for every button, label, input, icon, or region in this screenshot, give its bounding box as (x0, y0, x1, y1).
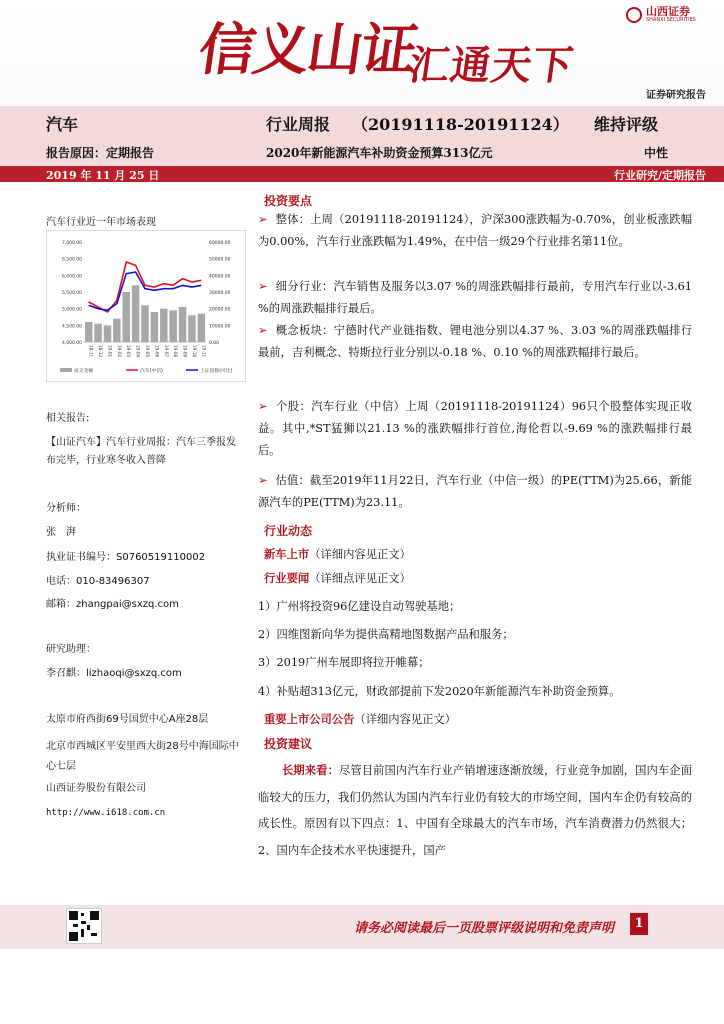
report-period: （20191118-20191124） (352, 115, 569, 134)
left-tick-label: 6,500.00 (61, 257, 82, 263)
right-tick-label: 40000.00 (209, 274, 231, 280)
industry-name: 汽车 (46, 115, 79, 134)
new-car-heading: 新车上市（详细内容见正文） (264, 548, 411, 561)
volume-bar (188, 315, 196, 342)
section-label: 行业研究/定期报告 (613, 169, 706, 182)
volume-bar (122, 292, 130, 342)
volume-bar (132, 285, 140, 342)
address-beijing: 北京市西城区平安里西大街28号中海国际中心七层 (46, 741, 239, 772)
left-tick-label: 7,000.00 (61, 241, 82, 246)
x-tick-label: 19-03 (126, 345, 132, 358)
headline: 2020年新能源汽车补助资金预算313亿元 (266, 146, 493, 160)
volume-bar (94, 324, 102, 342)
x-tick-label: 19-05 (145, 345, 150, 358)
left-tick-label: 4,000.00 (61, 341, 82, 346)
legend-label: 汽车(中信) (140, 369, 163, 374)
volume-bar (151, 312, 159, 342)
legend-swatch (60, 368, 72, 372)
point-segments: ➢ 细分行业：汽车销售及服务以3.07 %的周涨跌幅排行最前，专用汽车行业以-3.61 %的周涨跌幅排行最后。 (258, 280, 692, 315)
volume-bar (104, 325, 112, 342)
left-tick-label: 5,000.00 (61, 307, 82, 313)
slogan-primary: 信义山证 (194, 18, 420, 83)
x-tick-label: 19-10 (191, 345, 197, 358)
news-item: 4）补贴超313亿元，财政部提前下发2020年新能源汽车补助资金预算。 (258, 685, 621, 698)
x-tick-label: 19-06 (154, 345, 160, 358)
volume-bar (179, 307, 187, 342)
x-tick-label: 19-09 (182, 345, 188, 358)
x-tick-label: 19-02 (116, 345, 122, 358)
assistant-title: 研究助理： (46, 644, 96, 655)
right-tick-label: 30000.00 (209, 291, 231, 296)
disclaimer-text: 请务必阅读最后一页股票评级说明和免责声明 (353, 921, 614, 936)
date-bar (0, 166, 724, 182)
x-tick-label: 19-04 (135, 345, 141, 358)
point-overall: ➢ 整体：上周（20191118-20191124），沪深300涨跌幅为-0.70%，创业板涨跌幅为0.00%，汽车行业涨跌幅为1.49%，在中信一级29个行业排名第11位。 (258, 213, 692, 248)
section-investment-points: 投资要点 (264, 194, 313, 208)
right-tick-label: 10000.00 (209, 324, 231, 330)
analyst-title: 分析师： (46, 503, 86, 514)
right-tick-label: 20000.00 (209, 307, 231, 313)
left-tick-label: 6,000.00 (61, 274, 82, 280)
right-tick-label: 60000.00 (209, 241, 231, 246)
analyst-phone: 电话：010-83496307 (46, 576, 150, 587)
volume-bar (198, 314, 206, 342)
rating-value: 中性 (644, 146, 669, 160)
qr-code-icon (66, 908, 102, 944)
rating-label: 维持评级 (594, 115, 659, 134)
related-report-link[interactable]: 【山证汽车】汽车行业周报：汽车三季报发布完毕，行业寒冬收入普降 (46, 437, 236, 466)
company-name: 山西证券股份有限公司 (46, 783, 146, 794)
page-number: 1 (630, 913, 648, 935)
x-tick-label: 19-08 (173, 345, 179, 358)
report-reason: 报告原因：定期报告 (46, 146, 155, 160)
section-industry-dynamics: 行业动态 (264, 524, 313, 538)
logo-name: 山西证券 (646, 5, 690, 18)
logo-subtitle: SHANXI SECURITIES (646, 17, 696, 23)
advice-paragraph: 长期来看：尽管目前国内汽车行业产销增速逐渐放缓，行业竞争加剧，国内车企面临较大的压力，我们仍然认为国内汽车行业仍有较大的市场空间，国内车企仍有较高的成长性。原因有以下四点：1、中国有全球最大的汽车市场，汽车消费潜力仍然很大；2、国内车企技术水平快速提升，国产 (258, 764, 692, 857)
x-tick-label: 19-01 (107, 345, 113, 358)
legend-label: 成交金额 (74, 369, 94, 374)
right-tick-label: 50000.00 (209, 257, 231, 263)
volume-bar (85, 322, 93, 342)
left-tick-label: 4,500.00 (61, 324, 82, 330)
company-logo (626, 6, 696, 23)
related-title: 相关报告: (46, 413, 90, 424)
x-tick-label: 19-11 (201, 345, 207, 358)
address-taiyuan: 太原市府西街69号国贸中心A座28层 (46, 714, 209, 725)
point-valuation: ➢ 估值：截至2019年11月22日，汽车行业（中信一级）的PE(TTM)为25.66，新能源汽车的PE(TTM)为23.11。 (258, 474, 692, 509)
assistant-contact[interactable]: 李召麒：lizhaoqi@sxzq.com (46, 668, 182, 679)
x-tick-label: 19-07 (163, 345, 169, 358)
news-heading: 行业要闻（详细点评见正文） (264, 572, 411, 585)
report-date: 2019 年 11 月 25 日 (46, 169, 160, 182)
news-item: 1）广州将投资96亿建设自动驾驶基地； (258, 600, 461, 613)
analyst-name: 张 湃 (46, 527, 76, 538)
market-chart (46, 230, 246, 382)
volume-bar (160, 309, 168, 342)
company-website[interactable]: http://www.i618.com.cn (46, 808, 166, 818)
bullet-arrow-icon: ➢ (258, 213, 268, 226)
volume-bar (113, 319, 121, 342)
logo-icon (626, 7, 642, 23)
analyst-email[interactable]: 邮箱：zhangpai@sxzq.com (46, 599, 179, 610)
bullet-arrow-icon: ➢ (258, 324, 268, 337)
volume-bar (141, 305, 149, 342)
chart-title: 汽车行业近一年市场表现 (46, 217, 156, 228)
company-news-heading: 重要上市公司公告（详细内容见正文） (264, 713, 457, 726)
x-tick-label: 18-12 (98, 345, 104, 358)
bullet-arrow-icon: ➢ (258, 280, 268, 293)
news-item: 2）四维图新向华为提供高精地图数据产品和服务； (258, 628, 514, 641)
legend-label: 上证指数(可比) (200, 369, 233, 374)
point-concepts: ➢ 概念板块：宁德时代产业链指数、锂电池分别以4.37 %、3.03 %的周涨跌幅排行最前，吉利概念、特斯拉行业分别以-0.18 %、0.10 %的周涨跌幅排行最后。 (258, 324, 692, 359)
bullet-arrow-icon: ➢ (258, 400, 268, 413)
left-tick-label: 5,500.00 (61, 291, 82, 296)
point-stocks: ➢ 个股：汽车行业（中信）上周（20191118-20191124）96只个股整体实现正收益。其中,*ST猛狮以21.13 %的涨跌幅排行首位,海伦哲以-9.69 %的涨跌幅排行最后。 (258, 400, 692, 457)
volume-bar (169, 310, 177, 342)
right-tick-label: 0.00 (209, 341, 220, 346)
news-item: 3）2019广州车展即将拉开帷幕； (258, 656, 430, 669)
report-kind: 行业周报 (266, 115, 331, 134)
section-investment-advice: 投资建议 (264, 737, 313, 751)
slogan-secondary: 汇通天下 (406, 43, 577, 89)
x-tick-label: 18-11 (88, 345, 94, 358)
license-number: 执业证书编号：S0760519110002 (46, 552, 206, 563)
report-category: 证券研究报告 (646, 90, 706, 101)
bullet-arrow-icon: ➢ (258, 474, 268, 487)
